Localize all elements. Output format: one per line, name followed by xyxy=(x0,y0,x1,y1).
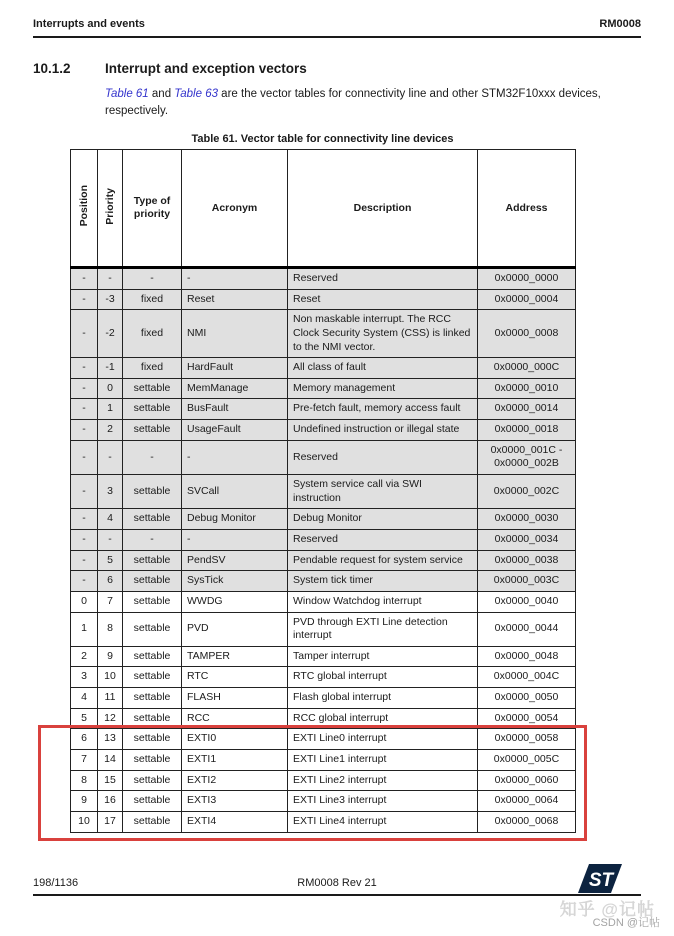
cell-address: 0x0000_0018 xyxy=(478,420,576,441)
column-header-priority: Priority xyxy=(98,150,123,268)
cell-description: Debug Monitor xyxy=(288,509,478,530)
cell-address: 0x0000_0008 xyxy=(478,310,576,358)
cell-address: 0x0000_000C xyxy=(478,358,576,379)
section-number: 10.1.2 xyxy=(33,61,71,76)
table-row xyxy=(71,475,576,509)
table-row xyxy=(71,550,576,571)
cell-address: 0x0000_003C xyxy=(478,571,576,592)
cell-priority: 4 xyxy=(98,509,123,530)
cell-description: Pendable request for system service xyxy=(288,550,478,571)
cell-description: RCC global interrupt xyxy=(288,708,478,729)
cell-description: Tamper interrupt xyxy=(288,646,478,667)
vector-table-header xyxy=(71,150,576,268)
cell-acronym: RCC xyxy=(182,708,288,729)
running-head-left: Interrupts and events xyxy=(33,18,145,30)
cell-position: - xyxy=(71,310,98,358)
vector-table-body xyxy=(71,268,576,833)
watermark-csdn: CSDN @记帖 xyxy=(592,917,660,929)
cell-priority: 9 xyxy=(98,646,123,667)
cell-description: Reserved xyxy=(288,529,478,550)
cell-acronym: TAMPER xyxy=(182,646,288,667)
cell-type-of-priority: settable xyxy=(123,612,182,646)
cell-address: 0x0000_0030 xyxy=(478,509,576,530)
column-header-acronym: Acronym xyxy=(182,150,288,268)
cell-type-of-priority: settable xyxy=(123,729,182,750)
table-row xyxy=(71,688,576,709)
cell-type-of-priority: settable xyxy=(123,378,182,399)
cell-position: 0 xyxy=(71,591,98,612)
table61-link[interactable]: Table 61 xyxy=(105,88,149,100)
cell-acronym: EXTI0 xyxy=(182,729,288,750)
watermark-zhihu: 知乎 @记帖 xyxy=(559,900,655,919)
cell-position: - xyxy=(71,289,98,310)
cell-address: 0x0000_0058 xyxy=(478,729,576,750)
cell-type-of-priority: settable xyxy=(123,770,182,791)
cell-position: 7 xyxy=(71,750,98,771)
cell-position: - xyxy=(71,571,98,592)
cell-position: 8 xyxy=(71,770,98,791)
section-title: Interrupt and exception vectors xyxy=(105,61,307,76)
cell-description: Reserved xyxy=(288,440,478,474)
cell-type-of-priority: - xyxy=(123,268,182,290)
cell-type-of-priority: - xyxy=(123,440,182,474)
cell-address: 0x0000_0010 xyxy=(478,378,576,399)
table-row xyxy=(71,612,576,646)
cell-acronym: WWDG xyxy=(182,591,288,612)
cell-description: PVD through EXTI Line detection interrupt xyxy=(288,612,478,646)
cell-description: EXTI Line2 interrupt xyxy=(288,770,478,791)
page-number: 198/1136 xyxy=(33,877,79,889)
intro-paragraph xyxy=(105,86,627,121)
cell-description: EXTI Line1 interrupt xyxy=(288,750,478,771)
intro-text-rest: are the vector tables for connectivity line and other STM32F10xxx devices, respectively. xyxy=(105,88,601,118)
table-row xyxy=(71,509,576,530)
cell-position: - xyxy=(71,378,98,399)
intro-text-mid: and xyxy=(148,88,175,100)
cell-acronym: EXTI3 xyxy=(182,791,288,812)
cell-type-of-priority: settable xyxy=(123,791,182,812)
cell-priority: 0 xyxy=(98,378,123,399)
st-logo-text: ST xyxy=(588,870,614,891)
header-row xyxy=(71,150,576,268)
table-row xyxy=(71,750,576,771)
cell-type-of-priority: settable xyxy=(123,750,182,771)
cell-priority: - xyxy=(98,529,123,550)
cell-priority: 6 xyxy=(98,571,123,592)
table-row xyxy=(71,529,576,550)
cell-position: - xyxy=(71,509,98,530)
cell-acronym: - xyxy=(182,529,288,550)
cell-priority: - xyxy=(98,268,123,290)
cell-priority: -2 xyxy=(98,310,123,358)
cell-priority: -3 xyxy=(98,289,123,310)
cell-address: 0x0000_0040 xyxy=(478,591,576,612)
st-logo xyxy=(578,864,622,893)
cell-priority: 11 xyxy=(98,688,123,709)
cell-priority: 12 xyxy=(98,708,123,729)
cell-acronym: EXTI4 xyxy=(182,811,288,832)
header-rule xyxy=(33,36,641,38)
column-header-address: Address xyxy=(478,150,576,268)
cell-type-of-priority: fixed xyxy=(123,289,182,310)
cell-acronym: UsageFault xyxy=(182,420,288,441)
cell-type-of-priority: settable xyxy=(123,420,182,441)
table-row xyxy=(71,268,576,290)
cell-type-of-priority: settable xyxy=(123,688,182,709)
cell-type-of-priority: fixed xyxy=(123,310,182,358)
cell-address: 0x0000_0038 xyxy=(478,550,576,571)
cell-address: 0x0000_0000 xyxy=(478,268,576,290)
cell-description: Memory management xyxy=(288,378,478,399)
cell-type-of-priority: settable xyxy=(123,646,182,667)
cell-priority: 14 xyxy=(98,750,123,771)
cell-priority: 15 xyxy=(98,770,123,791)
cell-position: - xyxy=(71,440,98,474)
cell-address: 0x0000_0004 xyxy=(478,289,576,310)
table-row xyxy=(71,420,576,441)
table-row xyxy=(71,667,576,688)
table-row xyxy=(71,571,576,592)
cell-priority: 17 xyxy=(98,811,123,832)
cell-description: System tick timer xyxy=(288,571,478,592)
table-row xyxy=(71,440,576,474)
cell-priority: 2 xyxy=(98,420,123,441)
cell-acronym: PVD xyxy=(182,612,288,646)
cell-acronym: HardFault xyxy=(182,358,288,379)
cell-position: 9 xyxy=(71,791,98,812)
table-row xyxy=(71,646,576,667)
running-head-right: RM0008 xyxy=(599,18,641,30)
cell-acronym: FLASH xyxy=(182,688,288,709)
table-row xyxy=(71,358,576,379)
cell-type-of-priority: settable xyxy=(123,509,182,530)
cell-description: Pre-fetch fault, memory access fault xyxy=(288,399,478,420)
cell-address: 0x0000_0060 xyxy=(478,770,576,791)
table63-link[interactable]: Table 63 xyxy=(174,88,218,100)
cell-description: Reserved xyxy=(288,268,478,290)
cell-address: 0x0000_001C - 0x0000_002B xyxy=(478,440,576,474)
cell-priority: - xyxy=(98,440,123,474)
cell-description: Window Watchdog interrupt xyxy=(288,591,478,612)
cell-type-of-priority: settable xyxy=(123,591,182,612)
cell-priority: 7 xyxy=(98,591,123,612)
cell-position: - xyxy=(71,550,98,571)
cell-address: 0x0000_0050 xyxy=(478,688,576,709)
cell-acronym: Reset xyxy=(182,289,288,310)
vector-table xyxy=(70,149,576,833)
cell-type-of-priority: settable xyxy=(123,571,182,592)
cell-priority: 5 xyxy=(98,550,123,571)
table-row xyxy=(71,378,576,399)
cell-position: 5 xyxy=(71,708,98,729)
cell-type-of-priority: settable xyxy=(123,475,182,509)
table-row xyxy=(71,289,576,310)
cell-priority: 13 xyxy=(98,729,123,750)
cell-priority: 16 xyxy=(98,791,123,812)
cell-description: System service call via SWI instruction xyxy=(288,475,478,509)
cell-position: 2 xyxy=(71,646,98,667)
cell-acronym: - xyxy=(182,268,288,290)
cell-description: EXTI Line4 interrupt xyxy=(288,811,478,832)
cell-description: Undefined instruction or illegal state xyxy=(288,420,478,441)
cell-acronym: SysTick xyxy=(182,571,288,592)
cell-address: 0x0000_0054 xyxy=(478,708,576,729)
cell-address: 0x0000_002C xyxy=(478,475,576,509)
cell-acronym: - xyxy=(182,440,288,474)
cell-type-of-priority: settable xyxy=(123,811,182,832)
cell-description: Flash global interrupt xyxy=(288,688,478,709)
cell-priority: 1 xyxy=(98,399,123,420)
cell-position: 6 xyxy=(71,729,98,750)
cell-acronym: NMI xyxy=(182,310,288,358)
cell-acronym: Debug Monitor xyxy=(182,509,288,530)
cell-address: 0x0000_0068 xyxy=(478,811,576,832)
footer-rule xyxy=(33,894,641,896)
cell-address: 0x0000_0048 xyxy=(478,646,576,667)
cell-description: Non maskable interrupt. The RCC Clock Security System (CSS) is linked to the NMI vector. xyxy=(288,310,478,358)
cell-type-of-priority: - xyxy=(123,529,182,550)
cell-description: All class of fault xyxy=(288,358,478,379)
cell-address: 0x0000_005C xyxy=(478,750,576,771)
cell-position: - xyxy=(71,420,98,441)
cell-position: - xyxy=(71,268,98,290)
cell-acronym: SVCall xyxy=(182,475,288,509)
cell-acronym: RTC xyxy=(182,667,288,688)
cell-position: - xyxy=(71,475,98,509)
column-header-type: Type of priority xyxy=(123,150,182,268)
cell-address: 0x0000_0034 xyxy=(478,529,576,550)
cell-description: RTC global interrupt xyxy=(288,667,478,688)
cell-position: 10 xyxy=(71,811,98,832)
doc-revision: RM0008 Rev 21 xyxy=(297,877,377,889)
cell-acronym: EXTI1 xyxy=(182,750,288,771)
table-row xyxy=(71,791,576,812)
cell-acronym: EXTI2 xyxy=(182,770,288,791)
cell-position: - xyxy=(71,399,98,420)
cell-address: 0x0000_0064 xyxy=(478,791,576,812)
cell-position: - xyxy=(71,529,98,550)
running-head xyxy=(33,18,641,30)
cell-description: Reset xyxy=(288,289,478,310)
cell-priority: -1 xyxy=(98,358,123,379)
table-row xyxy=(71,729,576,750)
cell-type-of-priority: settable xyxy=(123,550,182,571)
cell-address: 0x0000_004C xyxy=(478,667,576,688)
cell-position: - xyxy=(71,358,98,379)
cell-acronym: MemManage xyxy=(182,378,288,399)
cell-type-of-priority: settable xyxy=(123,708,182,729)
cell-description: EXTI Line0 interrupt xyxy=(288,729,478,750)
table-caption: Table 61. Vector table for connectivity line devices xyxy=(191,133,454,145)
cell-type-of-priority: fixed xyxy=(123,358,182,379)
column-header-description: Description xyxy=(288,150,478,268)
table-row xyxy=(71,310,576,358)
cell-priority: 10 xyxy=(98,667,123,688)
cell-position: 1 xyxy=(71,612,98,646)
cell-acronym: BusFault xyxy=(182,399,288,420)
cell-description: EXTI Line3 interrupt xyxy=(288,791,478,812)
cell-type-of-priority: settable xyxy=(123,667,182,688)
cell-acronym: PendSV xyxy=(182,550,288,571)
cell-position: 3 xyxy=(71,667,98,688)
cell-priority: 8 xyxy=(98,612,123,646)
cell-position: 4 xyxy=(71,688,98,709)
column-header-position: Position xyxy=(71,150,98,268)
table-row xyxy=(71,591,576,612)
table-row xyxy=(71,770,576,791)
table-row xyxy=(71,399,576,420)
table-row xyxy=(71,811,576,832)
cell-address: 0x0000_0014 xyxy=(478,399,576,420)
cell-address: 0x0000_0044 xyxy=(478,612,576,646)
table-row xyxy=(71,708,576,729)
cell-type-of-priority: settable xyxy=(123,399,182,420)
cell-priority: 3 xyxy=(98,475,123,509)
